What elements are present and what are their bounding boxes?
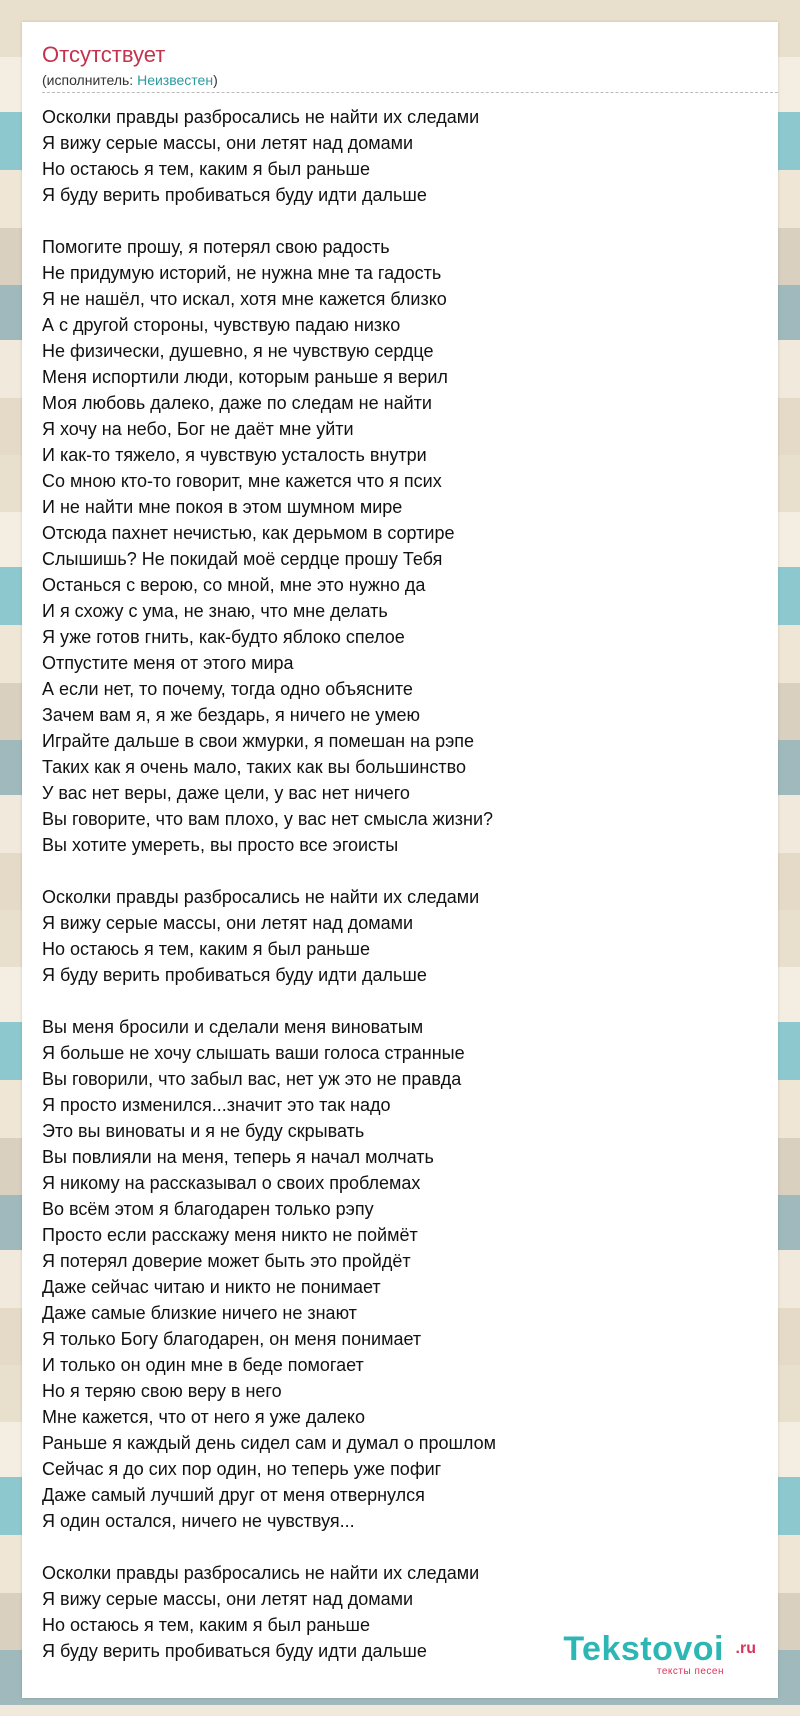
lyrics-line: Со мною кто-то говорит, мне кажется что я псих (42, 471, 442, 491)
lyrics-line: Зачем вам я, я же бездарь, я ничего не умею (42, 705, 420, 725)
lyrics-line: Слышишь? Не покидай моё сердце прошу Тебя (42, 549, 443, 569)
lyrics-line: Вы говорили, что забыл вас, нет уж это не правда (42, 1069, 462, 1089)
lyrics-line: Но остаюсь я тем, каким я был раньше (42, 1615, 371, 1635)
artist-line (42, 72, 218, 88)
lyrics-line: Просто если расскажу меня никто не поймёт (42, 1225, 418, 1245)
lyrics-line: Я больше не хочу слышать ваши голоса странные (42, 1043, 465, 1063)
lyrics-line: Я только Богу благодарен, он меня понимает (42, 1329, 422, 1349)
lyrics-line: Даже самые близкие ничего не знают (42, 1303, 357, 1323)
lyrics-line: Сейчас я до сих пор один, но теперь уже пофиг (42, 1459, 442, 1479)
lyrics-line: Я никому на рассказывал о своих проблемах (42, 1173, 421, 1193)
lyrics-line: Помогите прошу, я потерял свою радость (42, 237, 390, 257)
lyrics-line: Осколки правды разбросались не найти их следами (42, 1563, 480, 1583)
lyrics-line: Я вижу серые массы, они летят над домами (42, 913, 414, 933)
lyrics-line: Я буду верить пробиваться буду идти дальше (42, 965, 427, 985)
lyrics-line: Меня испортили люди, которым раньше я верил (42, 367, 448, 387)
lyrics-stanza (42, 104, 742, 208)
lyrics-stanza (42, 1014, 742, 1534)
lyrics-line: Таких как я очень мало, таких как вы большинство (42, 757, 466, 777)
lyrics-line: И не найти мне покоя в этом шумном мире (42, 497, 403, 517)
lyrics-line: Моя любовь далеко, даже по следам не найти (42, 393, 432, 413)
lyrics-line: Осколки правды разбросались не найти их следами (42, 107, 480, 127)
lyrics-line: Я хочу на небо, Бог не даёт мне уйти (42, 419, 354, 439)
lyrics-line: Я потерял доверие может быть это пройдёт (42, 1251, 411, 1271)
lyrics-line: Мне кажется, что от него я уже далеко (42, 1407, 366, 1427)
lyrics-line: А если нет, то почему, тогда одно объясните (42, 679, 413, 699)
lyrics-line: Отсюда пахнет нечистью, как дерьмом в сортире (42, 523, 455, 543)
lyrics-body (42, 104, 742, 1690)
lyrics-line: Даже самый лучший друг от меня отвернулся (42, 1485, 425, 1505)
lyrics-line: Я вижу серые массы, они летят над домами (42, 133, 414, 153)
lyrics-line: Вы говорите, что вам плохо, у вас нет смысла жизни? (42, 809, 494, 829)
lyrics-stanza (42, 884, 742, 988)
artist-link[interactable]: Неизвестен (137, 72, 214, 88)
lyrics-line: И я схожу с ума, не знаю, что мне делать (42, 601, 388, 621)
lyrics-line: Я буду верить пробиваться буду идти дальше (42, 1641, 427, 1661)
lyrics-line: Останься с верою, со мной, мне это нужно да (42, 575, 426, 595)
artist-prefix: (исполнитель: (42, 72, 138, 88)
lyrics-line: Вы повлияли на меня, теперь я начал молчать (42, 1147, 434, 1167)
lyrics-line: Осколки правды разбросались не найти их следами (42, 887, 480, 907)
logo-name: Tekstovoi (563, 1630, 724, 1668)
lyrics-stanza (42, 234, 742, 858)
lyrics-line: Даже сейчас читаю и никто не понимает (42, 1277, 381, 1297)
lyrics-line: Но остаюсь я тем, каким я был раньше (42, 159, 371, 179)
lyrics-line: Я уже готов гнить, как-будто яблоко спелое (42, 627, 405, 647)
lyrics-line: Отпустите меня от этого мира (42, 653, 294, 673)
lyrics-line: Не физически, душевно, я не чувствую сердце (42, 341, 434, 361)
lyrics-line: И только он один мне в беде помогает (42, 1355, 364, 1375)
song-title: Отсутствует (42, 42, 166, 67)
logo-tld: .ru (735, 1640, 756, 1657)
lyrics-line: Но я теряю свою веру в него (42, 1381, 282, 1401)
lyrics-line: Я просто изменился...значит это так надо (42, 1095, 391, 1115)
lyrics-line: Это вы виноваты и я не буду скрывать (42, 1121, 365, 1141)
lyrics-line: Я буду верить пробиваться буду идти дальше (42, 185, 427, 205)
lyrics-line: Я один остался, ничего не чувствуя... (42, 1511, 355, 1531)
lyrics-card (22, 22, 778, 1698)
lyrics-line: Вы хотите умереть, вы просто все эгоисты (42, 835, 399, 855)
title-divider (42, 92, 778, 93)
site-logo[interactable] (546, 1630, 756, 1678)
lyrics-line: Не придумую историй, не нужна мне та гадость (42, 263, 442, 283)
lyrics-line: Но остаюсь я тем, каким я был раньше (42, 939, 371, 959)
lyrics-line: А с другой стороны, чувствую падаю низко (42, 315, 401, 335)
lyrics-line: Во всём этом я благодарен только рэпу (42, 1199, 374, 1219)
artist-suffix: ) (213, 72, 218, 88)
lyrics-line: И как-то тяжело, я чувствую усталость внутри (42, 445, 427, 465)
logo-subtitle: тексты песен (656, 1666, 724, 1677)
lyrics-line: Я не нашёл, что искал, хотя мне кажется близко (42, 289, 447, 309)
lyrics-line: Раньше я каждый день сидел сам и думал о прошлом (42, 1433, 497, 1453)
lyrics-line: Я вижу серые массы, они летят над домами (42, 1589, 414, 1609)
lyrics-line: У вас нет веры, даже цели, у вас нет ничего (42, 783, 410, 803)
lyrics-line: Вы меня бросили и сделали меня виноватым (42, 1017, 424, 1037)
lyrics-line: Играйте дальше в свои жмурки, я помешан на рэпе (42, 731, 475, 751)
